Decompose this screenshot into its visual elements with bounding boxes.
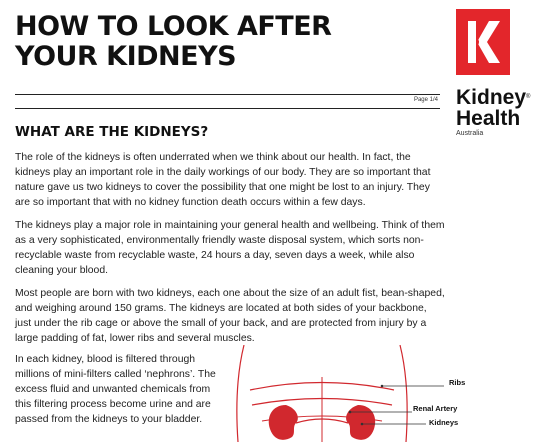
kidney-right-shape [346, 405, 375, 440]
page-number: Page 1/4 [413, 97, 438, 103]
pointer-dot [361, 423, 364, 426]
logo-word-health: Health [456, 107, 521, 130]
document-title-line-2: YOUR KIDNEYS [15, 41, 237, 72]
logo-word-kidney: Kidney® [456, 86, 531, 109]
header-divider-bottom [15, 108, 440, 109]
pointer-dot [349, 411, 352, 414]
diagram-label-renal-artery: Renal Artery [413, 404, 458, 413]
kidney-left-shape [269, 405, 298, 440]
paragraph: The role of the kidneys is often underrated when we think about our health. In fact, the kidneys play an important role in the daily workings of our body. They are so important that nature gave us two kidneys to cover the possibility that one might be lost to an injury. They are so important that with no kidney function death occurs within a few days. [15, 152, 431, 208]
paragraph: The kidneys play a major role in maintaining your general health and wellbeing. Think of them as a very sophisticated, environmentally friendly waste disposal system, which sorts non-recyclable waste from recyclable waste, 24 hours a day, seven days a week, while also cleaning your blood. [15, 220, 445, 276]
header-divider-top [15, 94, 440, 95]
diagram-label-kidneys: Kidneys [429, 418, 459, 427]
kidney-anatomy-diagram [222, 345, 447, 442]
kidney-health-k-icon [456, 9, 510, 75]
section-heading: WHAT ARE THE KIDNEYS? [15, 124, 209, 140]
document-title [15, 12, 331, 72]
diagram-label-ribs: Ribs [449, 378, 466, 387]
paragraph: Most people are born with two kidneys, each one about the size of an adult fist, bean-shaped, and weighing around 150 grams. The kidneys are located at both sides of your backbone, just under the rib cage or above the small of your back, and are protected from injury by a large padding of fat, lower ribs and several muscles. [15, 288, 445, 344]
body-outline-left [237, 345, 244, 442]
pointer-dot [381, 385, 384, 388]
paragraph: In each kidney, blood is filtered through millions of mini-filters called ‘nephrons’. The excess fluid and unwanted chemicals from this filtering process become urine and are passed from the kidneys to your bladder. [15, 354, 216, 425]
document-title-line-1: HOW TO LOOK AFTER [15, 11, 332, 42]
logo-word-australia: Australia [456, 130, 484, 137]
kidney-health-logo [456, 9, 546, 137]
body-outline-right [400, 345, 407, 442]
